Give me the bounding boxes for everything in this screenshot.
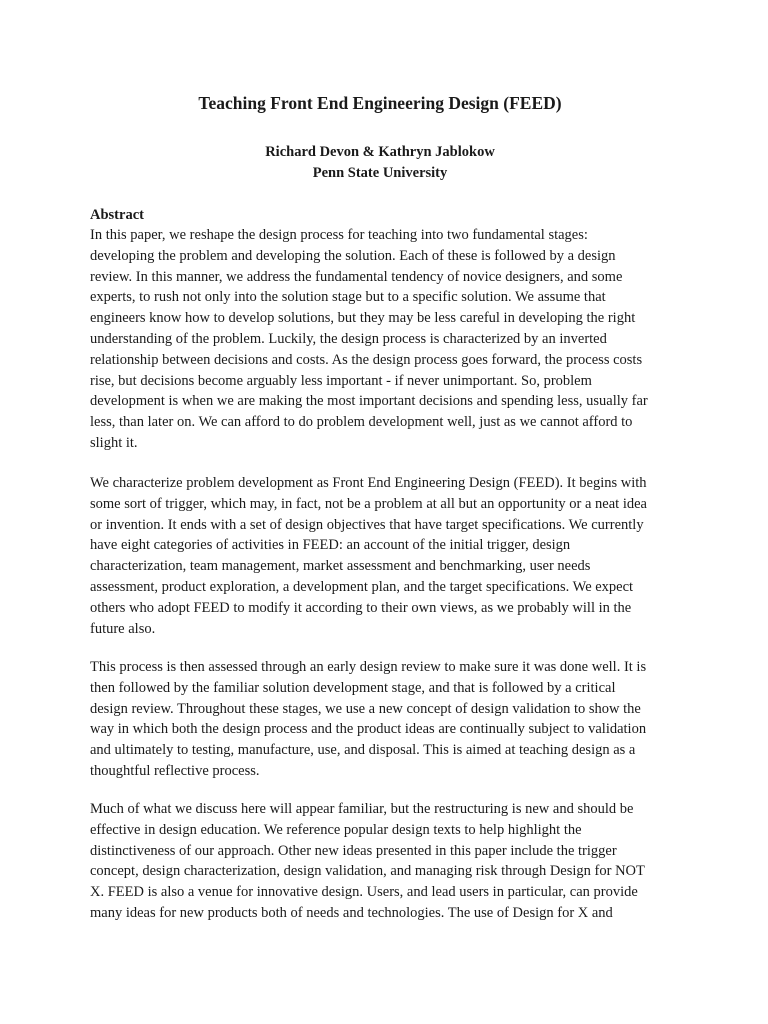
text-line: assessment, product exploration, a development plan, and the target specifications. We expect — [90, 578, 634, 595]
author-affiliation: Penn State University — [312, 164, 448, 181]
text-line: or invention. It ends with a set of design objectives that have target specifications. We currently — [90, 516, 644, 533]
text-line: experts, to rush not only into the solution stage but to a specific solution. We assume that — [90, 289, 606, 306]
text-line: and ultimately to testing, manufacture, use, and disposal. This is aimed at teaching design as a — [90, 742, 636, 759]
text-line: concept, design characterization, design validation, and managing risk through Design for NOT — [90, 863, 645, 880]
text-line: engineers know how to develop solutions, but they may be less careful in developing the right — [90, 310, 636, 327]
text-line: X. FEED is also a venue for innovative design. Users, and lead users in particular, can provide — [90, 884, 638, 901]
text-line: Much of what we discuss here will appear familiar, but the restructuring is new and should be — [90, 801, 634, 817]
text-line: understanding of the problem. Luckily, the design process is characterized by an inverted — [90, 330, 607, 347]
text-line: many ideas for new products both of needs and technologies. The use of Design for X and — [90, 904, 613, 921]
abstract-paragraph-3 — [90, 657, 690, 782]
text-line: thoughtful reflective process. — [90, 762, 260, 779]
text-line: some sort of trigger, which may, in fact, not be a problem at all but an opportunity or a neat idea — [90, 495, 647, 512]
text-line: distinctiveness of our approach. Other new ideas presented in this paper include the trigger — [90, 842, 617, 859]
abstract-paragraph-4 — [90, 799, 690, 924]
text-line: In this paper, we reshape the design process for teaching into two fundamental stages: — [90, 227, 588, 243]
text-line: development is when we are making the most important decisions and spending less, usually far — [90, 393, 648, 410]
text-line: This process is then assessed through an early design review to make sure it was done well. It is — [90, 659, 647, 675]
text-line: less, than later on. We can afford to do problem development well, just as we cannot afford to — [90, 414, 633, 431]
abstract-heading: Abstract — [90, 207, 144, 223]
text-line: design review. Throughout these stages, we use a new concept of design validation to show the — [90, 700, 641, 717]
text-line: characterization, team management, market assessment and benchmarking, user needs — [90, 558, 591, 575]
text-line: have eight categories of activities in FEED: an account of the initial trigger, design — [90, 537, 571, 554]
text-line: We characterize problem development as Front End Engineering Design (FEED). It begins with — [90, 475, 647, 491]
text-line: future also. — [90, 620, 156, 637]
text-line: effective in design education. We reference popular design texts to help highlight the — [90, 821, 582, 838]
text-line: review. In this manner, we address the fundamental tendency of novice designers, and some — [90, 268, 623, 285]
text-line: slight it. — [90, 434, 138, 451]
text-line: then followed by the familiar solution development stage, and that is followed by a critical — [90, 679, 616, 696]
author-names: Richard Devon & Kathryn Jablokow — [265, 144, 495, 160]
paper-title: Teaching Front End Engineering Design (FEED) — [198, 93, 562, 113]
abstract-paragraph-2 — [90, 473, 690, 639]
abstract-paragraph-1 — [90, 225, 690, 454]
author-block — [90, 142, 670, 183]
text-line: way in which both the design process and the product ideas are continually subject to validation — [90, 721, 647, 738]
text-line: rise, but decisions become arguably less important - if never unimportant. So, problem — [90, 372, 592, 389]
text-line: relationship between decisions and costs. As the design process goes forward, the process costs — [90, 351, 643, 368]
text-line: others who adopt FEED to modify it according to their own views, as we probably will in the — [90, 599, 632, 616]
text-line: developing the problem and developing the solution. Each of these is followed by a design — [90, 247, 616, 264]
